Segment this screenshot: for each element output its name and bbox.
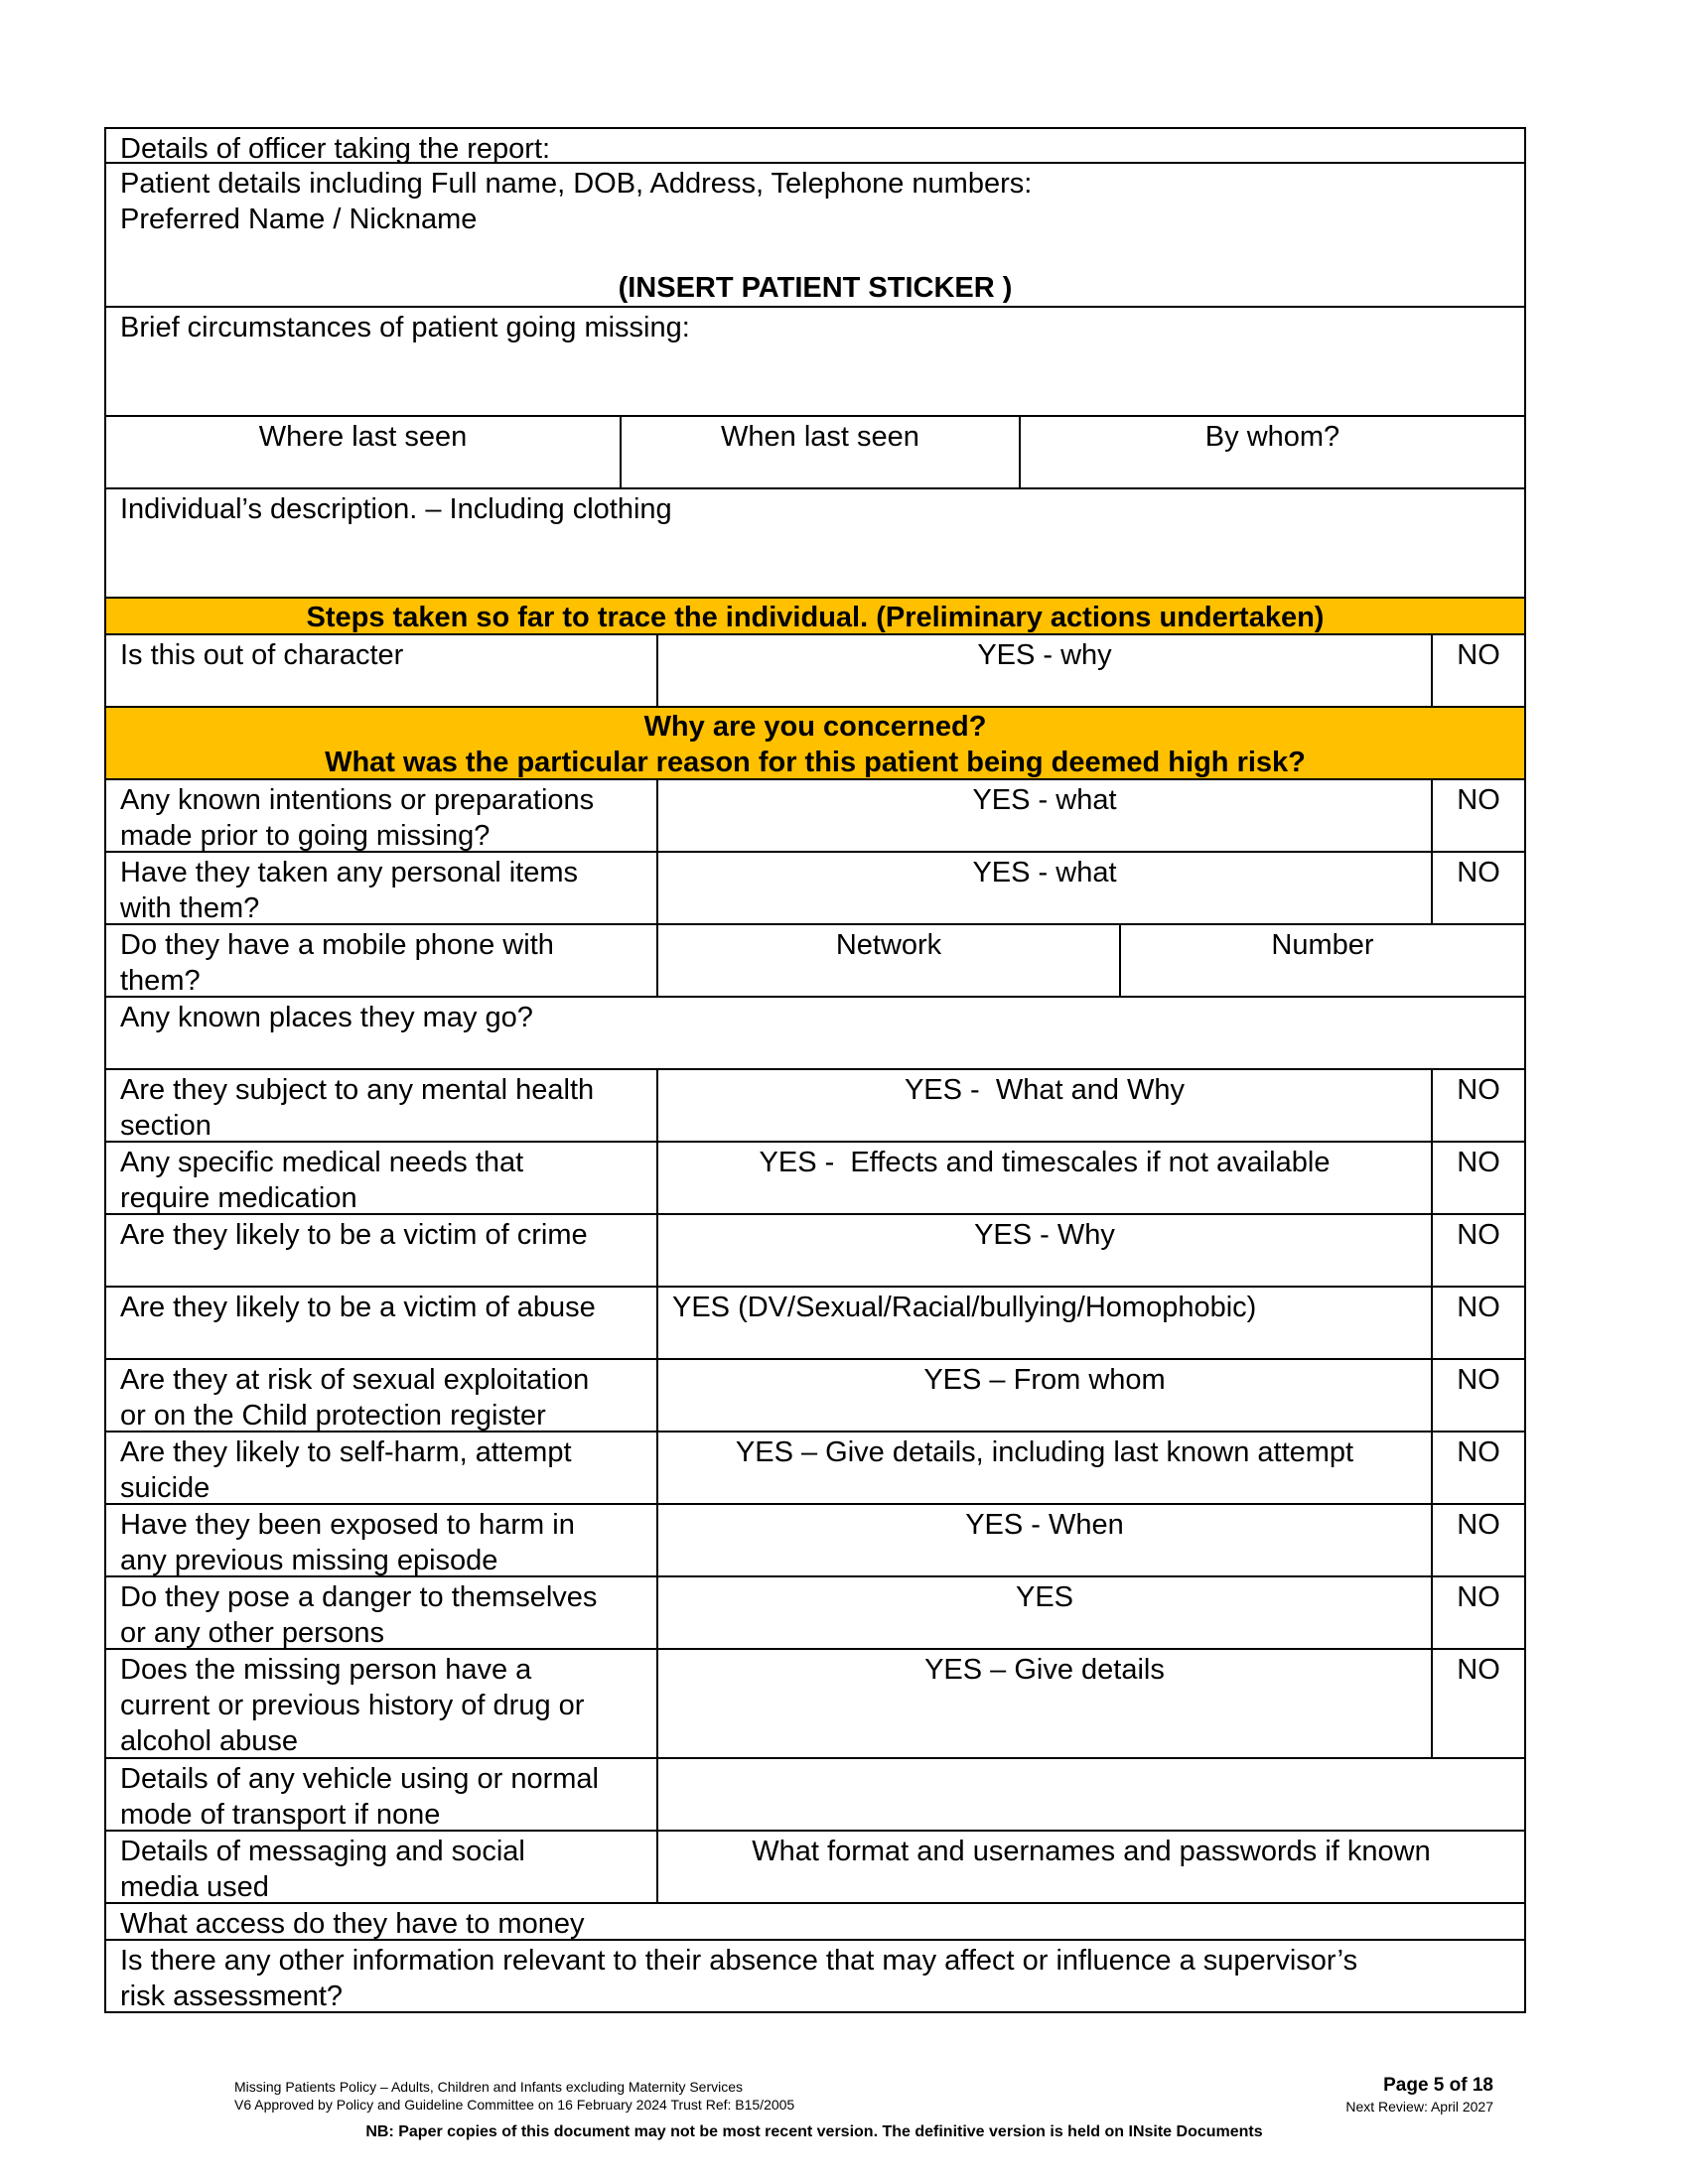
mental-health-yes[interactable]: YES - What and Why <box>656 1070 1431 1141</box>
danger-question-line1: Do they pose a danger to themselves <box>120 1581 598 1613</box>
victim-crime-row <box>104 1215 1526 1288</box>
by-whom-field[interactable]: By whom? <box>1019 417 1524 487</box>
drug-alcohol-question-line2: current or previous history of drug or <box>120 1690 585 1721</box>
social-media-question-line1: Details of messaging and social <box>120 1836 525 1867</box>
last-seen-row <box>104 417 1526 489</box>
social-media-row <box>104 1832 1526 1904</box>
mobile-phone-row <box>104 925 1526 998</box>
description-row <box>104 489 1526 599</box>
out-of-character-no[interactable]: NO <box>1431 635 1524 706</box>
out-of-character-yes[interactable]: YES - why <box>656 635 1431 706</box>
social-media-question-line2: media used <box>120 1871 269 1903</box>
drug-alcohol-row <box>104 1650 1526 1759</box>
medical-needs-no[interactable]: NO <box>1431 1143 1524 1213</box>
vehicle-question-line1: Details of any vehicle using or normal <box>120 1763 599 1795</box>
exposed-harm-yes[interactable]: YES - When <box>656 1505 1431 1575</box>
danger-question-line2: or any other persons <box>120 1617 384 1649</box>
description-label: Individual’s description. – Including clothing <box>120 493 672 525</box>
when-last-seen-field[interactable]: When last seen <box>620 417 1019 487</box>
exposed-harm-question-line1: Have they been exposed to harm in <box>120 1509 575 1541</box>
sexual-exploitation-row <box>104 1360 1526 1433</box>
personal-items-row <box>104 853 1526 925</box>
self-harm-row <box>104 1433 1526 1505</box>
medical-needs-row <box>104 1143 1526 1215</box>
self-harm-yes[interactable]: YES – Give details, including last known attempt <box>656 1433 1431 1503</box>
intentions-no[interactable]: NO <box>1431 780 1524 851</box>
mental-health-row <box>104 1070 1526 1143</box>
exposed-harm-question-line2: any previous missing episode <box>120 1545 498 1576</box>
steps-header <box>104 599 1526 635</box>
mental-health-question-line1: Are they subject to any mental health <box>120 1074 595 1106</box>
footer-policy-title: Missing Patients Policy – Adults, Children and Infants excluding Maternity Services <box>234 2079 744 2095</box>
danger-yes[interactable]: YES <box>656 1577 1431 1648</box>
danger-no[interactable]: NO <box>1431 1577 1524 1648</box>
intentions-question-line1: Any known intentions or preparations <box>120 784 595 816</box>
steps-header-text: Steps taken so far to trace the individual. (Preliminary actions undertaken) <box>306 602 1325 633</box>
medical-needs-question-line2: require medication <box>120 1182 357 1214</box>
money-label: What access do they have to money <box>120 1908 585 1940</box>
victim-crime-no[interactable]: NO <box>1431 1215 1524 1286</box>
money-row <box>104 1904 1526 1941</box>
social-media-answer-field[interactable]: What format and usernames and passwords if known <box>656 1832 1524 1902</box>
out-of-character-question: Is this out of character <box>120 639 404 671</box>
concern-header-line1: Why are you concerned? <box>643 711 987 743</box>
exposed-harm-no[interactable]: NO <box>1431 1505 1524 1575</box>
sexual-exploitation-yes[interactable]: YES – From whom <box>656 1360 1431 1431</box>
self-harm-question-line2: suicide <box>120 1472 211 1504</box>
victim-abuse-question: Are they likely to be a victim of abuse <box>120 1292 596 1323</box>
exposed-harm-row <box>104 1505 1526 1577</box>
concern-header-line2: What was the particular reason for this patient being deemed high risk? <box>325 747 1306 778</box>
network-field[interactable]: Network <box>656 925 1119 996</box>
patient-sticker-label: (INSERT PATIENT STICKER ) <box>618 272 1013 304</box>
mental-health-no[interactable]: NO <box>1431 1070 1524 1141</box>
other-info-row <box>104 1941 1526 2013</box>
other-info-line1: Is there any other information relevant to their absence that may affect or influence a supervisor’s <box>120 1945 1358 1977</box>
drug-alcohol-no[interactable]: NO <box>1431 1650 1524 1757</box>
drug-alcohol-yes[interactable]: YES – Give details <box>656 1650 1431 1757</box>
drug-alcohol-question-line1: Does the missing person have a <box>120 1654 532 1686</box>
sexual-exploitation-question-line1: Are they at risk of sexual exploitation <box>120 1364 590 1396</box>
drug-alcohol-question-line3: alcohol abuse <box>120 1725 298 1757</box>
vehicle-question-line2: mode of transport if none <box>120 1799 441 1831</box>
mobile-phone-question-line2: them? <box>120 965 201 997</box>
vehicle-answer-field[interactable] <box>656 1759 1524 1830</box>
self-harm-question-line1: Are they likely to self-harm, attempt <box>120 1436 572 1468</box>
footer-note: NB: Paper copies of this document may not be most recent version. The definitive version is held on INsite Documents <box>365 2123 1263 2140</box>
patient-details-label: Patient details including Full name, DOB, Address, Telephone numbers: <box>120 168 1033 200</box>
mental-health-question-line2: section <box>120 1110 211 1142</box>
other-info-line2: risk assessment? <box>120 1980 344 2012</box>
patient-details-row <box>104 164 1526 308</box>
personal-items-no[interactable]: NO <box>1431 853 1524 923</box>
sexual-exploitation-no[interactable]: NO <box>1431 1360 1524 1431</box>
victim-crime-yes[interactable]: YES - Why <box>656 1215 1431 1286</box>
known-places-row <box>104 998 1526 1070</box>
medical-needs-yes[interactable]: YES - Effects and timescales if not available <box>656 1143 1431 1213</box>
intentions-yes[interactable]: YES - what <box>656 780 1431 851</box>
personal-items-yes[interactable]: YES - what <box>656 853 1431 923</box>
sexual-exploitation-question-line2: or on the Child protection register <box>120 1400 546 1432</box>
preferred-name-label: Preferred Name / Nickname <box>120 204 478 235</box>
self-harm-no[interactable]: NO <box>1431 1433 1524 1503</box>
victim-abuse-yes[interactable]: YES (DV/Sexual/Racial/bullying/Homophobic) <box>656 1288 1431 1358</box>
circumstances-row <box>104 308 1526 417</box>
mobile-phone-question-line1: Do they have a mobile phone with <box>120 929 554 961</box>
officer-row <box>104 127 1526 164</box>
footer-approval: V6 Approved by Policy and Guideline Committee on 16 February 2024 Trust Ref: B15/2005 <box>234 2097 795 2113</box>
out-of-character-row <box>104 635 1526 708</box>
victim-abuse-no[interactable]: NO <box>1431 1288 1524 1358</box>
known-places-label: Any known places they may go? <box>120 1002 533 1033</box>
intentions-question-line2: made prior to going missing? <box>120 820 491 852</box>
concern-header <box>104 708 1526 780</box>
personal-items-question-line2: with them? <box>120 892 260 924</box>
circumstances-label: Brief circumstances of patient going missing: <box>120 312 690 343</box>
medical-needs-question-line1: Any specific medical needs that <box>120 1147 524 1178</box>
footer-next-review: Next Review: April 2027 <box>1345 2099 1493 2115</box>
victim-abuse-row <box>104 1288 1526 1360</box>
number-field[interactable]: Number <box>1119 925 1524 996</box>
vehicle-row <box>104 1759 1526 1832</box>
danger-row <box>104 1577 1526 1650</box>
officer-label: Details of officer taking the report: <box>120 133 551 165</box>
footer-page-number: Page 5 of 18 <box>1383 2075 1493 2096</box>
personal-items-question-line1: Have they taken any personal items <box>120 857 579 888</box>
where-last-seen-field[interactable]: Where last seen <box>258 421 468 453</box>
intentions-row <box>104 780 1526 853</box>
victim-crime-question: Are they likely to be a victim of crime <box>120 1219 588 1251</box>
